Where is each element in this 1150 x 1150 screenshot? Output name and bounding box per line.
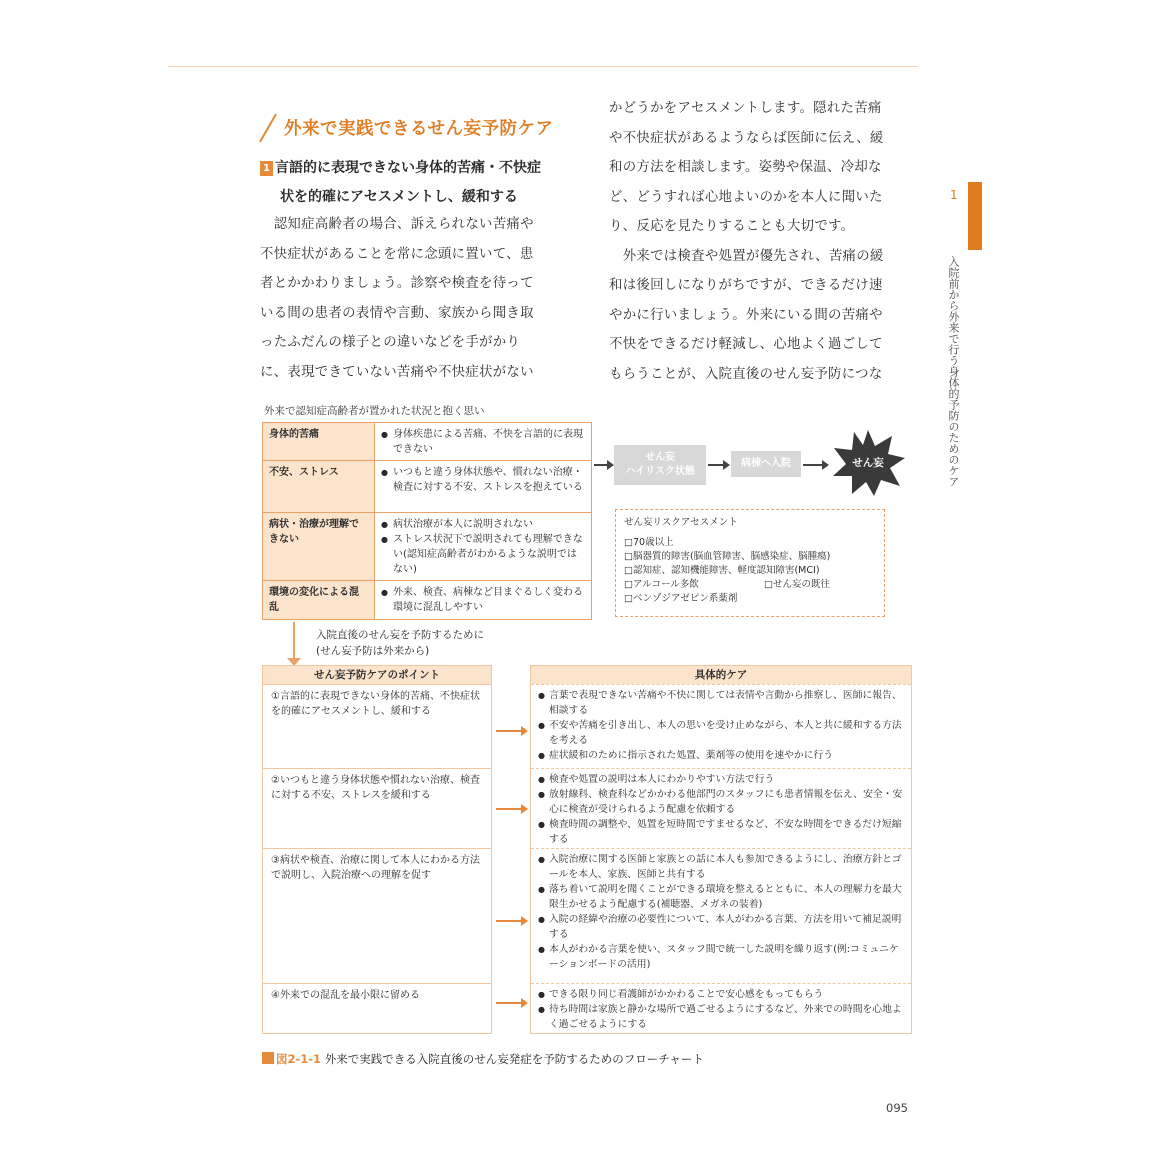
- care-group: [531, 684, 911, 768]
- down-connector: [293, 622, 295, 662]
- orange-arrow-icon: [496, 730, 526, 732]
- flow-box-high-risk: せん妄 ハイリスク状態: [614, 445, 706, 485]
- subheading-line2: 状を的確にアセスメントし、緩和する: [280, 189, 518, 205]
- situation-label: 病状・治療が理解できない: [263, 513, 375, 580]
- page-number: 095: [886, 1101, 908, 1115]
- risk-item: □ベンゾジアゼピン系薬剤: [624, 593, 738, 604]
- situation-desc: [375, 581, 591, 619]
- flow-arrow-icon: [594, 464, 612, 466]
- risk-item-history: □せん妄の既往: [764, 579, 830, 590]
- situation-desc: [375, 461, 591, 512]
- situation-row: [263, 581, 591, 619]
- care-item: ● 入院治療に関する医師と家族との話に本人も参加できるようにし、治療方針とゴールを本人、家族、医師と共有する: [549, 852, 903, 882]
- subheading-line1: 言語的に表現できない身体的苦痛・不快症: [275, 160, 541, 176]
- body-text-column-2: かどうかをアセスメントします。隠れた苦痛 や不快症状があるようならば医師に伝え、緩 和の方法を相談します。姿勢や保温、冷却な ど、どうすれば心地よいのかを本人に聞いた り、反応を見たりすることも大切です。 外来では検査や処置が優先され、苦痛の緩 和は後回しになりがちですが、できるだけ速 やかに行いましょう。外来にいる間の苦痛や 不快をできるだけ軽減し、心地よく過ごして もらうことが、入院直後のせん妄予防につな: [609, 101, 884, 382]
- risk-item: □脳器質的障害(脳血管障害、脳感染症、脳腫瘍): [624, 551, 831, 562]
- care-item: ● 検査や処置の説明は本人にわかりやすい方法で行う: [549, 772, 903, 787]
- care-group: [531, 768, 911, 848]
- risk-item: □認知症、認知機能障害、軽度認知障害(MCI): [624, 565, 820, 576]
- figure-tag-icon: [262, 1052, 274, 1064]
- flow-box-admission: 病棟へ入院: [731, 451, 801, 477]
- care-group: [531, 983, 911, 1033]
- care-point-item: ①言語的に表現できない身体的苦痛、不快症状を的確にアセスメントし、緩和する: [263, 684, 491, 768]
- care-point-item: ④外来での混乱を最小限に留める: [263, 983, 491, 1033]
- situation-item: ● 身体疾患による苦痛、不快を言語的に表現できない: [393, 427, 585, 457]
- slash-decoration-icon: [258, 113, 280, 141]
- care-item: ● 入院の経緯や治療の必要性について、本人がわかる言葉、方法を用いて補足説明する: [549, 912, 903, 942]
- situation-desc: [375, 513, 591, 580]
- situation-item: ● 外来、検査、病棟など目まぐるしく変わる環境に混乱しやすい: [393, 585, 585, 615]
- orange-arrow-icon: [496, 1002, 526, 1004]
- care-point-item: ②いつもと違う身体状態や慣れない治療、検査に対する不安、ストレスを緩和する: [263, 768, 491, 848]
- risk-item-alcohol: □アルコール多飲: [624, 579, 699, 590]
- flow-arrow-icon: [708, 464, 728, 466]
- chapter-tab-number: 1: [950, 188, 958, 202]
- body-text-column-1: 認知症高齢者の場合、訴えられない苦痛や 不快症状があることを常に念頭に置いて、患 者とかかわりましょう。診察や検査を待って いる間の患者の表情や言動、家族から聞き取 ったふだんの様子との違いなどを手がかり に、表現できていない苦痛や不快症状がない: [260, 217, 534, 380]
- figure-label: 図2-1-1: [276, 1052, 322, 1066]
- situation-label: 不安、ストレス: [263, 461, 375, 512]
- orange-arrow-icon: [496, 808, 526, 810]
- care-item: ● 症状緩和のために指示された処置、薬剤等の使用を速やかに行う: [549, 748, 903, 763]
- transition-text: 入院直後のせん妄を予防するために (せん妄予防は外来から): [316, 629, 484, 657]
- care-item: ● 待ち時間は家族と静かな場所で過ごせるようにするなど、外来での時間を心地よく過ごせるようにする: [549, 1002, 903, 1032]
- situation-row: [263, 423, 591, 461]
- care-point-item: ③病状や検査、治療に関して本人にわかる方法で説明し、入院治療への理解を促す: [263, 848, 491, 983]
- care-item: ● 不安や苦痛を引き出し、本人の思いを受け止めながら、本人と共に緩和する方法を考える: [549, 718, 903, 748]
- flow-arrow-icon: [803, 464, 827, 466]
- care-item: ● できる限り同じ看護師がかかわることで安心感をもってもらう: [549, 987, 903, 1002]
- situation-desc: [375, 423, 591, 460]
- figure-caption-text: 外来で実践できる入院直後のせん妄発症を予防するためのフローチャート: [324, 1052, 704, 1066]
- situation-label: 環境の変化による混乱: [263, 581, 375, 619]
- concrete-care-header: 具体的ケア: [531, 666, 911, 684]
- care-item: ● 言葉で表現できない苦痛や不快に関しては表情や言動から推察し、医師に報告、相談する: [549, 688, 903, 718]
- care-item: ● 落ち着いて説明を聞くことができる環境を整えるとともに、本人の理解力を最大限生かせるよう配慮する(補聴器、メガネの装着): [549, 882, 903, 912]
- situation-label: 身体的苦痛: [263, 423, 375, 460]
- top-rule: [168, 66, 918, 67]
- subheading: [260, 154, 570, 212]
- concrete-care-panel: [530, 665, 912, 1034]
- delirium-burst: [830, 428, 906, 498]
- chapter-tab-marker: [968, 182, 982, 250]
- orange-arrow-icon: [496, 920, 526, 922]
- situation-item: ● いつもと違う身体状態や、慣れない治療・検査に対する不安、ストレスを抱えている: [393, 465, 585, 495]
- care-item: ● 本人がわかる言葉を使い、スタッフ間で統一した説明を繰り返す(例:コミュニケーションボードの活用): [549, 942, 903, 972]
- care-item: ● 検査時間の調整や、処置を短時間ですませるなど、不安な時間をできるだけ短縮する: [549, 817, 903, 847]
- care-group: [531, 848, 911, 983]
- chapter-tab-text: 入院前から外来で行う身体的予防のためのケア: [947, 256, 960, 487]
- subheading-number: 1: [260, 161, 273, 176]
- situation-item: ● ストレス状況下で説明されても理解できない(認知症高齢者がわかるような説明ではない): [393, 532, 585, 577]
- figure-caption: [262, 1051, 704, 1067]
- care-item: ● 放射線科、検査科などかかわる他部門のスタッフにも患者情報を伝え、安全・安心に検査が受けられるよう配慮を依頼する: [549, 787, 903, 817]
- section-title: 外来で実践できるせん妄予防ケア: [284, 118, 554, 139]
- situation-row: [263, 513, 591, 581]
- section-heading: [258, 112, 578, 142]
- risk-item: [624, 578, 876, 592]
- diagram-caption: 外来で認知症高齢者が置かれた状況と抱く思い: [264, 405, 485, 417]
- care-points-header: せん妄予防ケアのポイント: [263, 666, 491, 684]
- care-points-panel: [262, 665, 492, 1034]
- situation-row: [263, 461, 591, 513]
- situation-item: ● 病状治療が本人に説明されない: [393, 517, 585, 532]
- risk-item: □70歳以上: [624, 537, 674, 548]
- risk-title: せん妄リスクアセスメント: [624, 517, 738, 528]
- delirium-label: せん妄: [852, 457, 884, 469]
- risk-assessment-box: [615, 509, 885, 617]
- situation-table: [262, 422, 592, 620]
